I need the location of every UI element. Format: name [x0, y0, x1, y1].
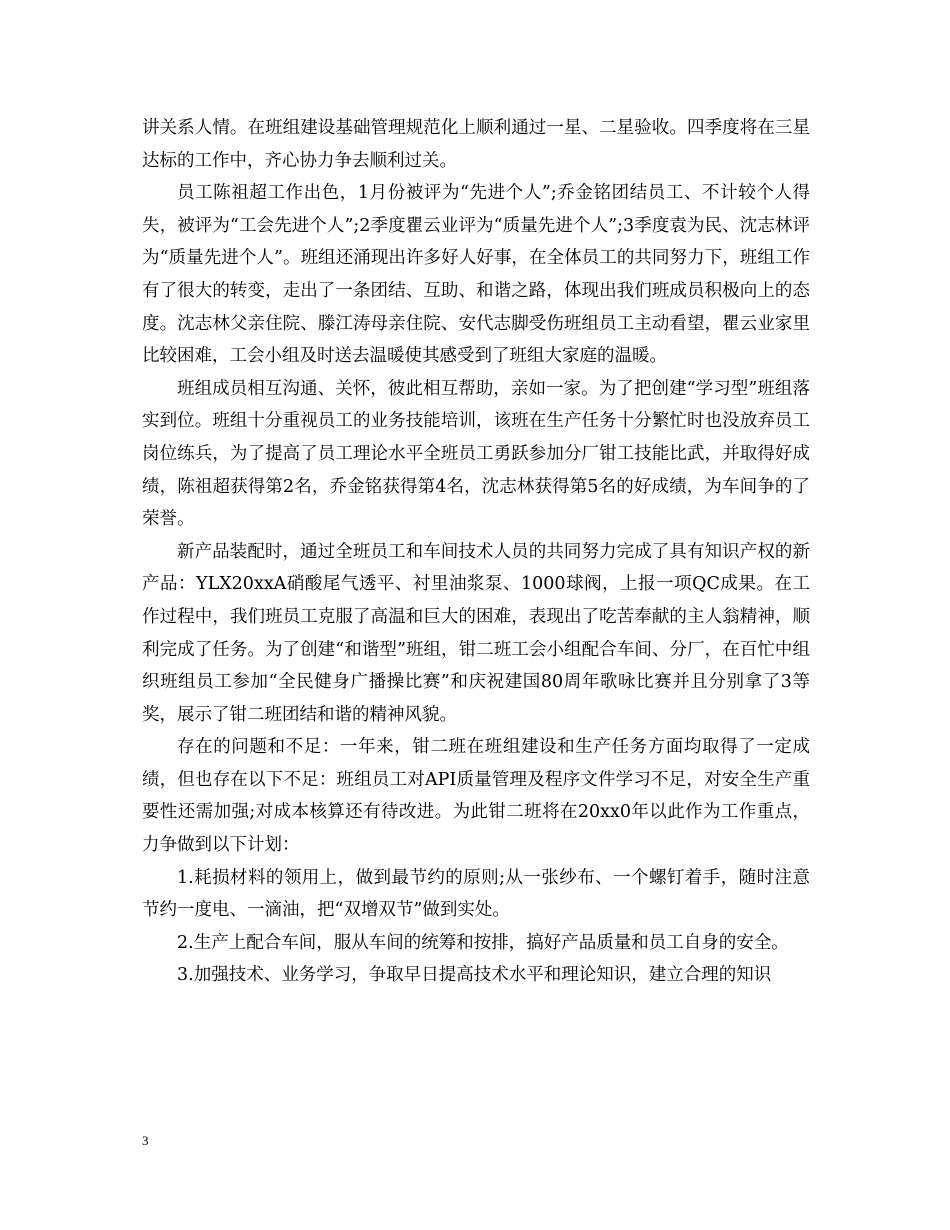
page-number: 3 [142, 1133, 149, 1148]
list-item-3: 3.加强技术、业务学习，争取早日提高技术水平和理论知识，建立合理的知识 [177, 965, 772, 986]
paragraph-2: 员工陈祖超工作出色，1月份被评为“先进个人”;乔金铭团结员工、不计较个人得失，被评为“工会先进个人”;2季度瞿云业评为“质量先进个人”;3季度袁为民、沈志林评为“质量先进个人”。班组还涌现出许多好人好事，在全体员工的共同努力下，班组工作有了很大的转变，走出了一条团结、互助、和谐之路，体现出我们班成员积极向上的态度。沈志林父亲住院、滕江涛母亲住院、安代志脚受伤班组员工主动看望，瞿云业家里比较困难，工会小组及时送去温暖使其感受到了班组大家庭的温暖。 [142, 183, 810, 367]
paragraph-5: 存在的问题和不足：一年来，钳二班在班组建设和生产任务方面均取得了一定成绩，但也存在以下不足：班组员工对API质量管理及程序文件学习不足，对安全生产重要性还需加强;对成本核算还有待改进。为此钳二班将在20xx0年以此作为工作重点，力争做到以下计划： [142, 737, 810, 856]
list-item-1: 1.耗损材料的领用上，做到最节约的原则;从一张纱布、一个螺钉着手，随时注意节约一度电、一滴油，把“双增双节”做到实处。 [142, 867, 810, 921]
list-item-2: 2.生产上配合车间，服从车间的统筹和按排，搞好产品质量和员工自身的安全。 [177, 932, 789, 953]
paragraph-1: 讲关系人情。在班组建设基础管理规范化上顺利通过一星、二星验收。四季度将在三星达标的工作中，齐心协力争去顺利过关。 [142, 118, 810, 171]
document-body [142, 112, 810, 992]
paragraph-4: 新产品装配时，通过全班员工和车间技术人员的共同努力完成了具有知识产权的新产品：YLX20xxA硝酸尾气透平、衬里油浆泵、1000球阀，上报一项QC成果。在工作过程中，我们班员工克服了高温和巨大的困难，表现出了吃苦奉献的主人翁精神，顺利完成了任务。为了创建“和谐型”班组，钳二班工会小组配合车间、分厂，在百忙中组织班组员工参加“全民健身广播操比赛”和庆祝建国80周年歌咏比赛并且分别拿了3等奖，展示了钳二班团结和谐的精神风貌。 [142, 541, 810, 725]
paragraph-3: 班组成员相互沟通、关怀，彼此相互帮助，亲如一家。为了把创建“学习型”班组落实到位。班组十分重视员工的业务技能培训，该班在生产任务十分繁忙时也没放弃员工岗位练兵，为了提高了员工理论水平全班员工勇跃参加分厂钳工技能比武，并取得好成绩，陈祖超获得第2名，乔金铭获得第4名，沈志林获得第5名的好成绩，为车间争的了荣誉。 [142, 378, 810, 530]
